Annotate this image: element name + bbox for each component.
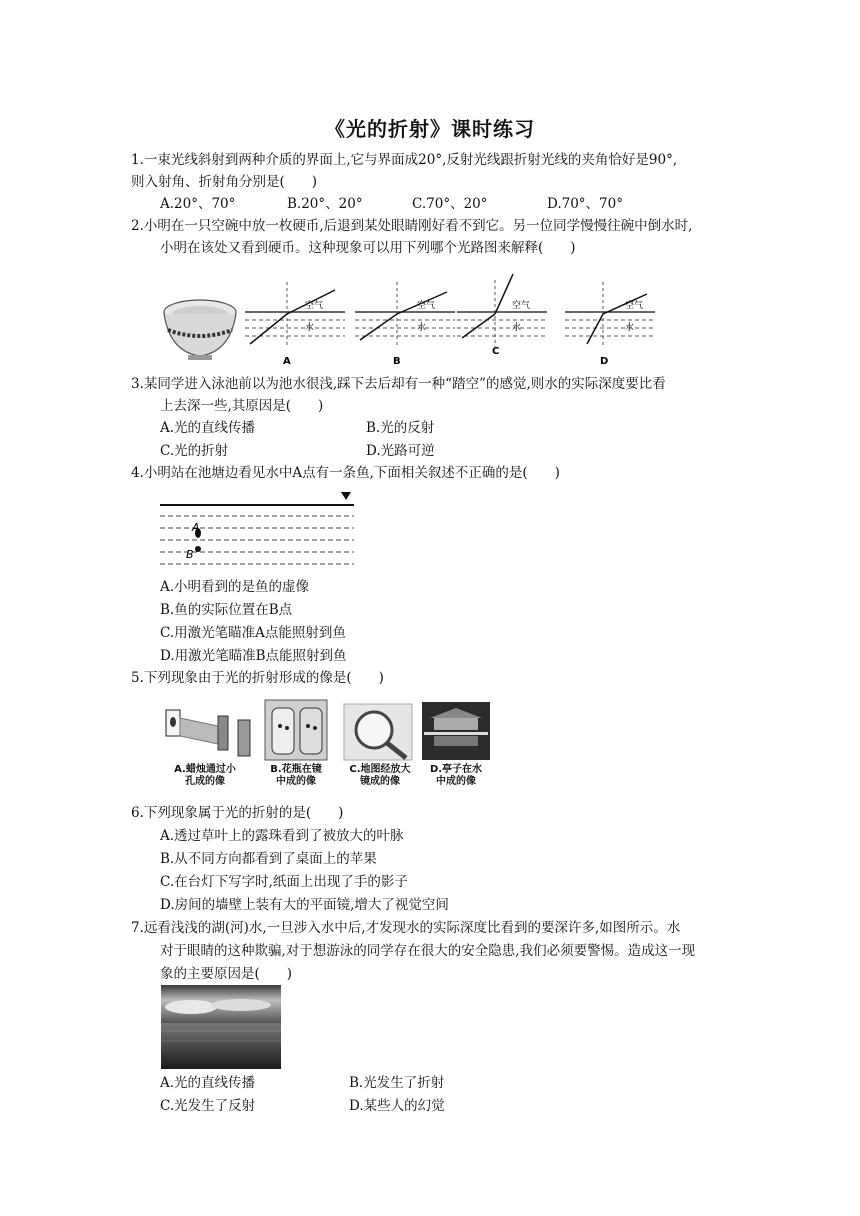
diagram-a[interactable] bbox=[245, 282, 345, 367]
caption-c-line1: C.地图经放大 bbox=[349, 764, 411, 775]
caption-b bbox=[254, 764, 338, 788]
water-label: 水 bbox=[305, 323, 315, 333]
q7-stem-line3: 象的主要原因是( ) bbox=[160, 966, 293, 982]
bowl-image bbox=[164, 300, 236, 360]
pinhole-image[interactable] bbox=[166, 710, 250, 756]
diagram-b-label: B bbox=[393, 356, 401, 367]
q5-figures bbox=[160, 698, 492, 798]
q6-option-b[interactable]: B.从不同方向都看到了桌面上的苹果 bbox=[160, 851, 377, 867]
q6-option-d[interactable]: D.房间的墙壁上装有大的平面镜,增大了视觉空间 bbox=[160, 897, 449, 913]
caption-d bbox=[420, 764, 492, 788]
q7-option-c[interactable]: C.光发生了反射 bbox=[160, 1098, 256, 1114]
q4-pond-figure bbox=[158, 490, 358, 570]
q4-option-c[interactable]: C.用激光笔瞄准A点能照射到鱼 bbox=[160, 625, 346, 641]
caption-a-line2: 孔成的像 bbox=[185, 776, 225, 787]
q1-stem-line1: 1.一束光线斜射到两种介质的界面上,它与界面成20°,反射光线跟折射光线的夹角恰好是90°, bbox=[131, 152, 678, 168]
q3-option-b[interactable]: B.光的反射 bbox=[366, 420, 435, 436]
q5-stem-line1: 5.下列现象由于光的折射形成的像是( ) bbox=[131, 670, 384, 686]
pavilion-reflection-image[interactable] bbox=[422, 702, 490, 760]
q3-stem-line1: 3.某同学进入泳池前以为池水很浅,踩下去后却有一种“踏空”的感觉,则水的实际深度要比看 bbox=[131, 376, 666, 392]
q1-option-a[interactable]: A.20°、70° bbox=[160, 196, 236, 212]
lake-photo bbox=[161, 985, 281, 1069]
water-label: 水 bbox=[625, 323, 635, 333]
q7-option-d[interactable]: D.某些人的幻觉 bbox=[349, 1098, 445, 1114]
q7-stem-line2: 对于眼睛的这种欺骗,对于想游泳的同学存在很大的安全隐患,我们必须要警惕。造成这一现 bbox=[160, 943, 696, 959]
diagram-b[interactable] bbox=[355, 282, 455, 367]
q3-option-d[interactable]: D.光路可逆 bbox=[366, 443, 435, 459]
point-b-label: B bbox=[186, 548, 194, 561]
air-label: 空气 bbox=[305, 301, 324, 311]
q6-option-c[interactable]: C.在台灯下写字时,纸面上出现了手的影子 bbox=[160, 874, 408, 890]
q3-option-a[interactable]: A.光的直线传播 bbox=[160, 420, 256, 436]
q4-option-b[interactable]: B.鱼的实际位置在B点 bbox=[160, 602, 293, 618]
q2-stem-line2: 小明在该处又看到硬币。这种现象可以用下列哪个光路图来解释( ) bbox=[160, 240, 576, 256]
caption-d-line1: D.亭子在水 bbox=[429, 764, 483, 775]
fish-point-b-icon bbox=[195, 546, 201, 552]
candle-icon bbox=[170, 717, 176, 727]
caption-b-line1: B.花瓶在镜 bbox=[270, 764, 322, 775]
q1-stem-line2: 则入射角、折射角分别是( ) bbox=[131, 174, 318, 190]
q2-figure bbox=[160, 272, 660, 368]
q1-option-d[interactable]: D.70°、70° bbox=[547, 196, 623, 212]
caption-a-line1: A.蜡烛通过小 bbox=[174, 764, 236, 775]
caption-c bbox=[338, 764, 422, 788]
diagram-c-label: C bbox=[492, 346, 500, 357]
q3-option-c[interactable]: C.光的折射 bbox=[160, 443, 229, 459]
q2-stem-line1: 2.小明在一只空碗中放一枚硬币,后退到某处眼睛刚好看不到它。另一位同学慢慢往碗中倒水时, bbox=[131, 218, 693, 234]
q1-option-c[interactable]: C.70°、20° bbox=[412, 196, 488, 212]
air-label: 空气 bbox=[512, 301, 531, 311]
eye-icon bbox=[341, 492, 351, 500]
point-a-label: A bbox=[192, 521, 200, 534]
diagram-a-label: A bbox=[283, 356, 291, 367]
diagram-d[interactable] bbox=[565, 282, 655, 367]
air-label: 空气 bbox=[625, 301, 644, 311]
q7-option-a[interactable]: A.光的直线传播 bbox=[160, 1075, 256, 1091]
caption-a bbox=[160, 764, 250, 788]
magnifier-icon bbox=[356, 712, 392, 748]
water-label: 水 bbox=[512, 323, 522, 333]
diagram-c[interactable] bbox=[457, 274, 547, 357]
q4-option-a[interactable]: A.小明看到的是鱼的虚像 bbox=[160, 579, 310, 595]
q7-stem-line1: 7.远看浅浅的湖(河)水,一旦涉入水中后,才发现水的实际深度比看到的要深许多,如图所示。水 bbox=[131, 920, 681, 936]
diagram-d-label: D bbox=[600, 356, 609, 367]
air-label: 空气 bbox=[417, 301, 436, 311]
caption-b-line2: 中成的像 bbox=[276, 776, 316, 787]
caption-c-line2: 镜成的像 bbox=[360, 776, 400, 787]
q1-option-b[interactable]: B.20°、20° bbox=[287, 196, 363, 212]
magnifier-map-image[interactable] bbox=[344, 704, 412, 760]
q6-stem-line1: 6.下列现象属于光的折射的是( ) bbox=[131, 805, 344, 821]
vase-mirror-image[interactable] bbox=[265, 700, 327, 760]
q4-option-d[interactable]: D.用激光笔瞄准B点能照射到鱼 bbox=[160, 648, 347, 664]
q6-option-a[interactable]: A.透过草叶上的露珠看到了被放大的叶脉 bbox=[160, 828, 404, 844]
q7-option-b[interactable]: B.光发生了折射 bbox=[349, 1075, 445, 1091]
q4-stem-line1: 4.小明站在池塘边看见水中A点有一条鱼,下面相关叙述不正确的是( ) bbox=[131, 465, 560, 481]
water-label: 水 bbox=[417, 323, 427, 333]
caption-d-line2: 中成的像 bbox=[436, 776, 476, 787]
page-title: 《光的折射》课时练习 bbox=[325, 117, 535, 141]
q3-stem-line2: 上去深一些,其原因是( ) bbox=[160, 398, 324, 414]
